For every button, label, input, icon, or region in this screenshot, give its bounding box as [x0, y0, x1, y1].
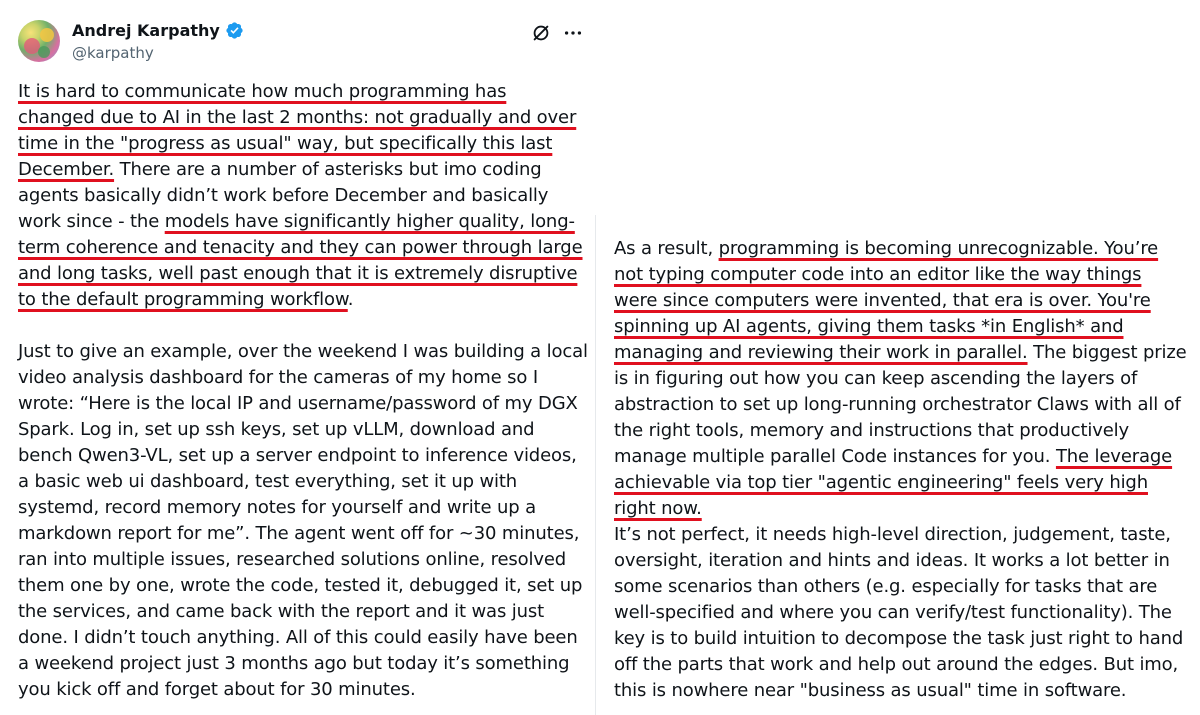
tweet-text: There are a number of asterisks but imo coding agents basically didn’t work before December and basically work since - the: [18, 159, 549, 232]
tweet-text: The biggest prize is in figuring out how you can keep ascending the layers of abstraction to set up long-running orchestrator Claws with all of the right tools, memory and instructions that productively manage multiple parallel Code instances for you.: [614, 342, 1187, 467]
grok-icon[interactable]: [530, 22, 552, 44]
tweet-paragraph-2: Just to give an example, over the weekend I was building a local video analysis dashboard for the cameras of my home so I wrote: “Here is the local IP and username/password of my DGX Spark. Log in, set up ssh keys, set up vLLM, download and bench Qwen3-VL, set up a server endpoint to inference videos, a basic web ui dashboard, test everything, set it up with systemd, record memory notes for yourself and write up a markdown report for me”. The agent went off for ~30 minutes, ran into multiple issues, researched solutions online, resolved them one by one, wrote the code, tested it, debugged it, set up the services, and came back with the report and it was just done. I didn’t touch anything. All of this could easily have been a weekend project just 3 months ago but today it’s something you kick off and forget about for 30 minutes.: [18, 341, 588, 700]
verified-badge-icon: [225, 21, 244, 40]
author-name[interactable]: Andrej Karpathy: [72, 21, 220, 40]
tweet-paragraph-1: [18, 79, 588, 313]
tweet-paragraph-3: [614, 236, 1189, 522]
highlighted-text: programming is becoming unrecognizable. You’re not typing computer code into an editor like the way things were since computers were invented, that era is over. You're spinning up AI agents, giving them tasks *in English* and managing and reviewing their work in parallel.: [614, 238, 1159, 363]
tweet-header: [18, 14, 583, 66]
highlighted-text: models have significantly higher quality, long-term coherence and tenacity and they can power through large and long tasks, well past enough that it is extremely disruptive to the default programming workflow: [18, 211, 583, 310]
tweet-text: As a result,: [614, 238, 719, 259]
avatar[interactable]: [18, 20, 60, 62]
tweet-left-column: [18, 0, 588, 715]
author-name-line: [72, 21, 244, 40]
tweet-right-column: [614, 0, 1189, 715]
author-handle[interactable]: @karpathy: [72, 44, 154, 62]
highlighted-text: It is hard to communicate how much programming has changed due to AI in the last 2 months: not gradually and over time in the "progress as usual" way, but specifically this last December.: [18, 81, 577, 180]
tweet-text: .: [347, 289, 354, 310]
column-divider: [595, 215, 596, 715]
highlighted-text: The leverage achievable via top tier "agentic engineering" feels very high right now.: [614, 446, 1173, 519]
more-icon[interactable]: [562, 22, 584, 44]
tweet-paragraph-4: It’s not perfect, it needs high-level direction, judgement, taste, oversight, iteration and hints and ideas. It works a lot better in some scenarios than others (e.g. especially for tasks that are well-specified and where you can verify/test functionality). The key is to build intuition to decompose the task just right to hand off the parts that work and help out around the edges. But imo, this is nowhere near "business as usual" time in software.: [614, 524, 1184, 701]
